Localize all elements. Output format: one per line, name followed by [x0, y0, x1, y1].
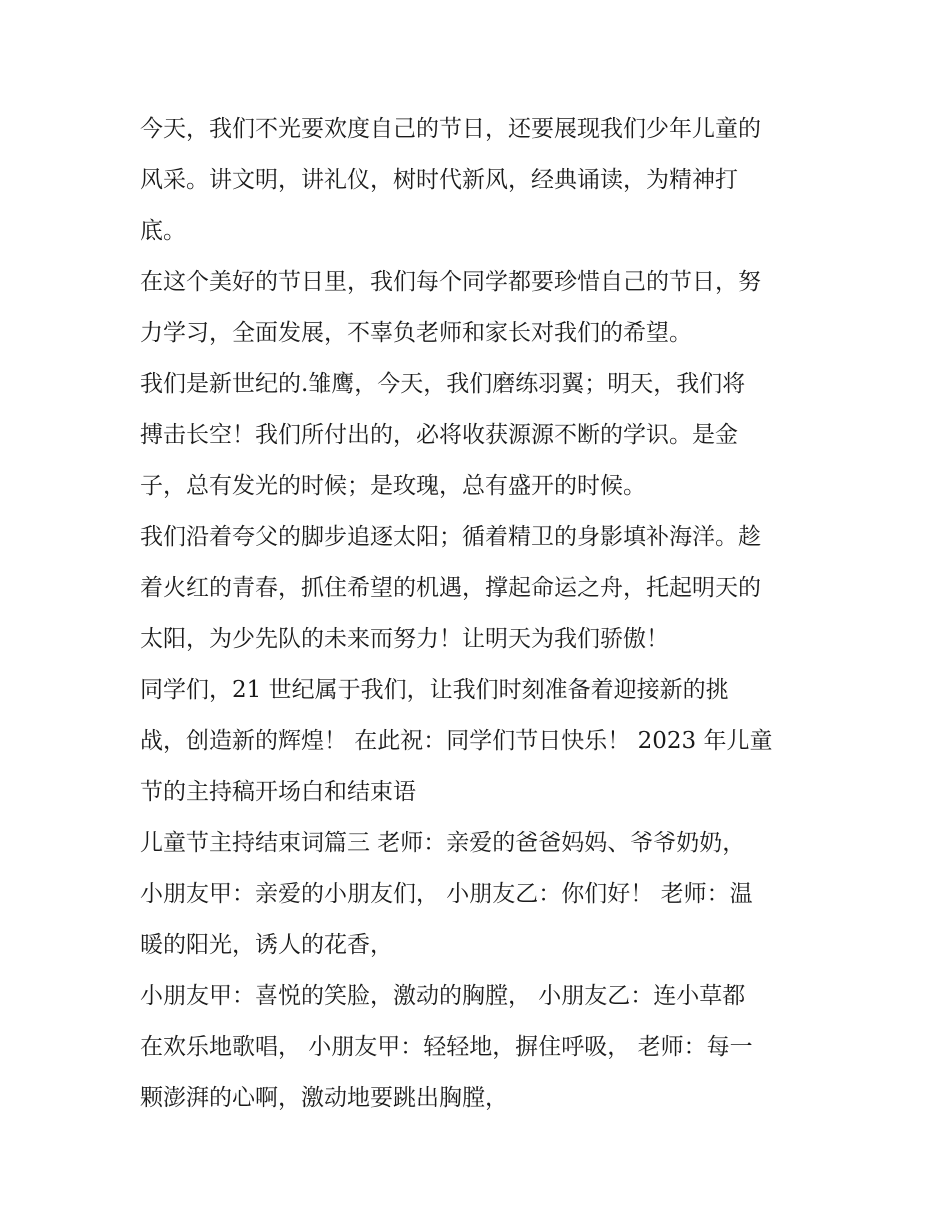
text-line: 今天，我们不光要欢度自己的节日，还要展现我们少年儿童的	[140, 116, 761, 142]
text-line: 我们沿着夸父的脚步追逐太阳；循着精卫的身影填补海洋。趁	[140, 524, 761, 550]
text-line: 暖的阳光，诱人的花香，	[140, 932, 393, 958]
text-line: 儿童节主持结束词篇三 老师：亲爱的爸爸妈妈、爷爷奶奶，	[140, 830, 746, 856]
text-line: 我们是新世纪的.雏鹰，今天，我们磨练羽翼；明天，我们将	[140, 371, 746, 397]
text-line: 着火红的青春，抓住希望的机遇，撑起命运之舟，托起明天的	[140, 575, 761, 601]
text-line: 子，总有发光的时候；是玫瑰，总有盛开的时候。	[140, 473, 646, 499]
text-line: 小朋友甲：亲爱的小朋友们， 小朋友乙：你们好！ 老师：温	[140, 881, 753, 907]
text-line: 同学们，21 世纪属于我们，让我们时刻准备着迎接新的挑	[140, 677, 729, 703]
text-line: 颗澎湃的心啊，激动地要跳出胸膛，	[140, 1085, 508, 1111]
text-line: 力学习，全面发展，不辜负老师和家长对我们的希望。	[140, 320, 692, 346]
text-line: 小朋友甲：喜悦的笑脸，激动的胸膛， 小朋友乙：连小草都	[140, 983, 746, 1009]
text-line: 底。	[140, 218, 186, 244]
text-line: 风采。讲文明，讲礼仪，树时代新风，经典诵读，为精神打	[140, 167, 738, 193]
text-line: 搏击长空！我们所付出的，必将收获源源不断的学识。是金	[140, 422, 738, 448]
text-line: 节的主持稿开场白和结束语	[140, 779, 416, 805]
text-line: 太阳，为少先队的未来而努力！让明天为我们骄傲！	[140, 626, 669, 652]
text-line: 战，创造新的辉煌！ 在此祝：同学们节日快乐！ 2023 年儿童	[140, 728, 773, 754]
document-body	[140, 104, 820, 1124]
text-line: 在欢乐地歌唱， 小朋友甲：轻轻地，摒住呼吸， 老师：每一	[140, 1034, 753, 1060]
text-line: 在这个美好的节日里，我们每个同学都要珍惜自己的节日，努	[140, 269, 761, 295]
